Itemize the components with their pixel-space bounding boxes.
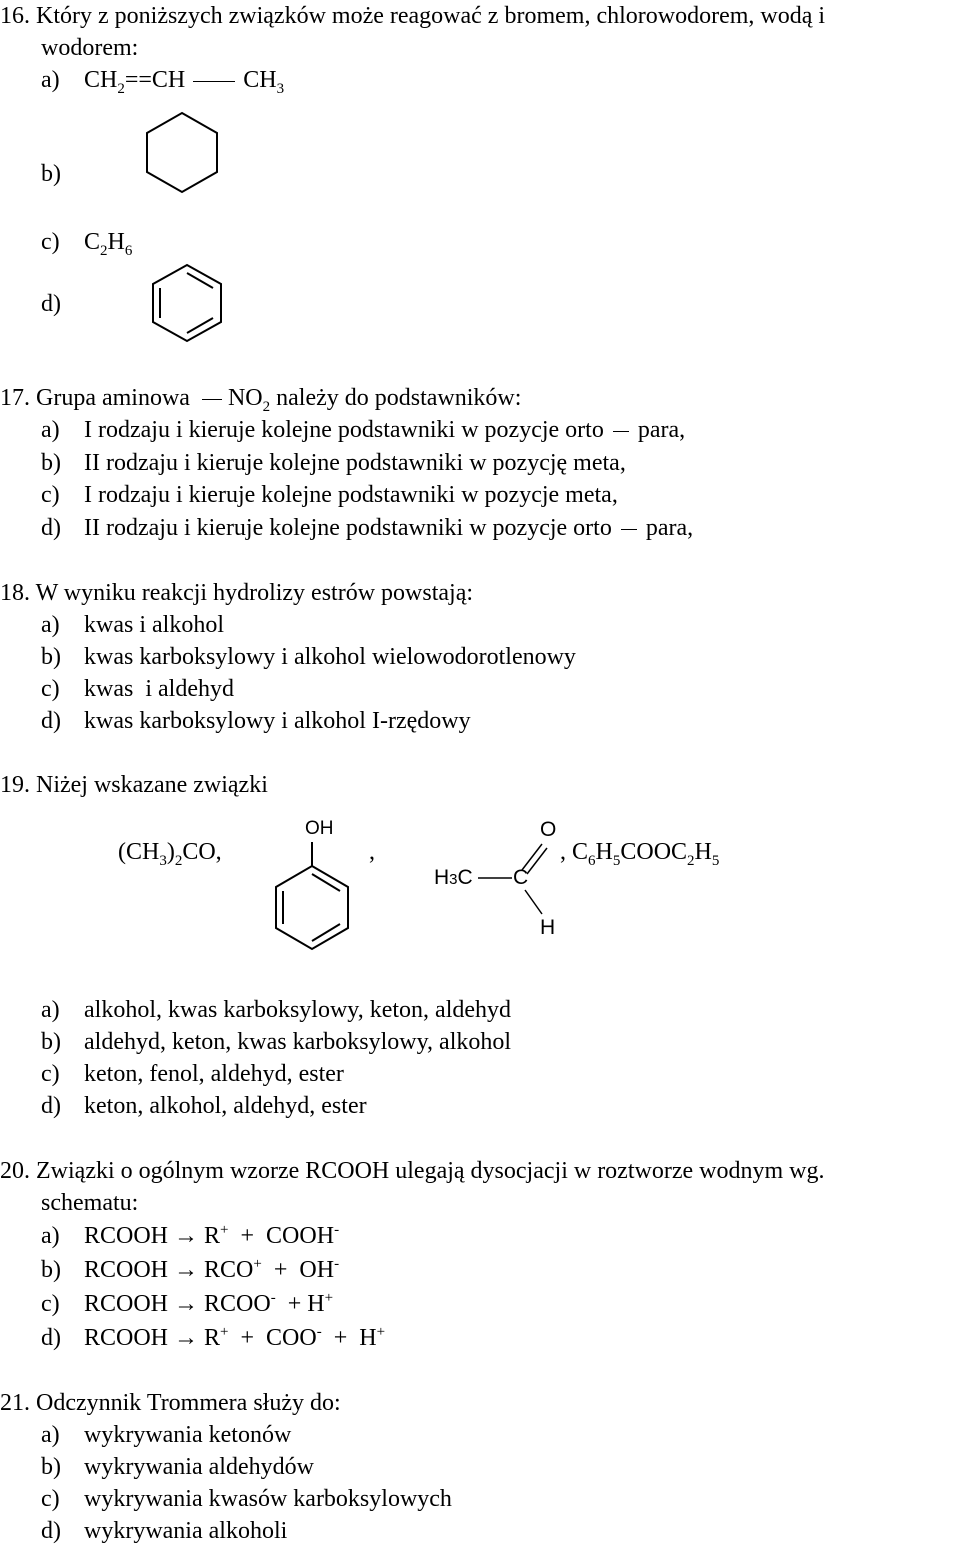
dash bbox=[613, 431, 629, 432]
q16-option-b-label: b) bbox=[41, 161, 61, 187]
comma-separator: , bbox=[369, 839, 375, 865]
dash bbox=[621, 529, 637, 530]
q20-title-line2: schematu: bbox=[41, 1190, 139, 1216]
option-label: d) bbox=[41, 1518, 61, 1544]
formula-ethane: $C_2H_6$ bbox=[84, 229, 133, 259]
bond-dash bbox=[202, 399, 222, 400]
reaction-equation: RCOOH → RCOO- + H+ bbox=[84, 1290, 334, 1317]
option-label: d) bbox=[41, 1093, 61, 1119]
formula-acetone: $(CH_3)_2CO$, bbox=[118, 839, 222, 869]
option-text: aldehyd, keton, kwas karboksylowy, alkohol bbox=[84, 1029, 512, 1055]
option-text: wykrywania ketonów bbox=[84, 1422, 292, 1448]
option-label: c) bbox=[41, 229, 60, 255]
option-label: b) bbox=[41, 644, 61, 670]
option-label: a) bbox=[41, 67, 60, 93]
aldehyde-hydrogen: H bbox=[540, 916, 556, 939]
aldehyde-oxygen: O bbox=[540, 818, 557, 841]
q16-title-line2: wodorem: bbox=[41, 35, 139, 61]
option-text: I rodzaju i kieruje kolejne podstawniki w pozycje orto para, bbox=[84, 417, 686, 443]
option-label: d) bbox=[41, 708, 61, 734]
cyclohexane-structure bbox=[144, 110, 220, 194]
option-label: b) bbox=[41, 1029, 61, 1055]
option-text: kwas karboksylowy i alkohol wielowodorotlenowy bbox=[84, 644, 576, 670]
option-label: a) bbox=[41, 1422, 60, 1448]
option-label: b) bbox=[41, 1257, 61, 1283]
option-label: a) bbox=[41, 997, 60, 1023]
option-label: b) bbox=[41, 1454, 61, 1480]
q19-title: 19. Niżej wskazane związki bbox=[0, 772, 268, 798]
phenol-oh-label: OH bbox=[305, 818, 334, 839]
option-label: b) bbox=[41, 450, 61, 476]
benzene-structure bbox=[150, 262, 226, 344]
q16-option-d-label: d) bbox=[41, 291, 61, 317]
arrow-icon: → bbox=[174, 1291, 199, 1317]
q16-option-a bbox=[41, 66, 285, 97]
option-text: wykrywania aldehydów bbox=[84, 1454, 314, 1480]
option-text: kwas i aldehyd bbox=[84, 676, 234, 702]
arrow-icon: → bbox=[174, 1325, 199, 1351]
option-text: kwas karboksylowy i alkohol I-rzędowy bbox=[84, 708, 471, 734]
option-text: II rodzaju i kieruje kolejne podstawniki w pozycje orto para, bbox=[84, 515, 694, 541]
option-label: d) bbox=[41, 1325, 61, 1351]
option-text: keton, alkohol, aldehyd, ester bbox=[84, 1093, 367, 1119]
option-label: c) bbox=[41, 482, 60, 508]
q16-title-line1: 16. Który z poniższych związków może reagować z bromem, chlorowodorem, wodą i bbox=[0, 3, 826, 29]
option-text: kwas i alkohol bbox=[84, 612, 224, 638]
phenol-structure bbox=[272, 842, 352, 952]
option-label: c) bbox=[41, 1486, 60, 1512]
q17-title: 17. Grupa aminowa $NO_2$ należy do podstawników: bbox=[0, 385, 522, 415]
q18-title: 18. W wyniku reakcji hydrolizy estrów powstają: bbox=[0, 580, 474, 606]
arrow-icon: → bbox=[174, 1257, 199, 1283]
q21-title: 21. Odczynnik Trommera służy do: bbox=[0, 1390, 341, 1416]
option-label: a) bbox=[41, 417, 60, 443]
formula-propene: $CH_2==CH$ $CH_3$ bbox=[84, 67, 285, 97]
q20-title-line1: 20. Związki o ogólnym wzorze RCOOH ulegają dysocjacji w roztworze wodnym wg. bbox=[0, 1158, 825, 1184]
option-text: wykrywania alkoholi bbox=[84, 1518, 288, 1544]
reaction-equation: RCOOH → R+ + COOH- bbox=[84, 1222, 340, 1249]
aldehyde-carbonyl-c: C bbox=[513, 866, 529, 889]
option-label: a) bbox=[41, 1223, 60, 1249]
q16-option-c bbox=[41, 228, 133, 259]
option-label: c) bbox=[41, 1061, 60, 1087]
reaction-equation: RCOOH → RCO+ + OH- bbox=[84, 1256, 340, 1283]
aldehyde-bonds bbox=[470, 840, 560, 920]
reaction-equation: RCOOH → R+ + COO- + H+ bbox=[84, 1324, 386, 1351]
option-text: II rodzaju i kieruje kolejne podstawniki w pozycję meta, bbox=[84, 450, 626, 476]
single-bond-line bbox=[193, 81, 235, 82]
arrow-icon: → bbox=[174, 1223, 199, 1249]
option-text: keton, fenol, aldehyd, ester bbox=[84, 1061, 344, 1087]
option-label: c) bbox=[41, 1291, 60, 1317]
option-text: alkohol, kwas karboksylowy, keton, aldehyd bbox=[84, 997, 512, 1023]
formula-ethyl-benzoate: , $C_6H_5COOC_2H_5$ bbox=[560, 839, 720, 869]
option-label: a) bbox=[41, 612, 60, 638]
option-text: wykrywania kwasów karboksylowych bbox=[84, 1486, 452, 1512]
option-label: d) bbox=[41, 515, 61, 541]
aldehyde-h3c-label: H3C bbox=[434, 866, 473, 889]
option-label: c) bbox=[41, 676, 60, 702]
option-text: I rodzaju i kieruje kolejne podstawniki w pozycje meta, bbox=[84, 482, 618, 508]
